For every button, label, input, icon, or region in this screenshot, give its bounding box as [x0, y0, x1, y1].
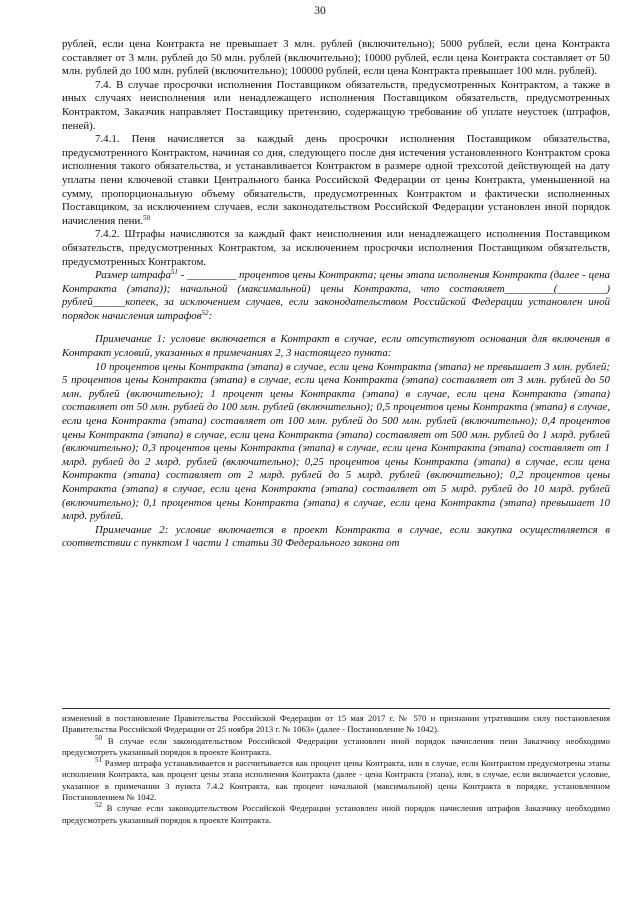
paragraph-fine-size: Размер штрафа$^{51}$ - _________ процентов цены Контракта; цены этапа исполнения Контракта (далее - цена Контракта (этапа)); начальной (максимальной) цены Контракта, что составляет_________(_________) рублей______копеек, за исключением случаев, если законодательством Российской Федерации установлен иной порядок начисления штрафов$^{52}$: — [62, 268, 610, 322]
paragraph-7-4-1: 7.4.1. Пеня начисляется за каждый день просрочки исполнения Поставщиком обязательства, предусмотренного Контрактом, начиная со дня, следующего после дня истечения установленного Контрактом срока исполнения такого обязательства, и устанавливается Контрактом в размере одной трехсотой действующей на дату уплаты пени ключевой ставки Центрального банка Российской Федерации от цены Контракта, уменьшенной на сумму, пропорциональную объему обязательств, предусмотренных Контрактом и фактически исполненных Поставщиком, за исключением случаев, если законодательством Российской Федерации установлен иной порядок начисления пени.$^{50}$ — [62, 133, 610, 227]
note-1: Примечание 1: условие включается в Контракт в случае, если отсутствуют основания для включения в Контракт условий, указанных в примечаниях 2, 3 настоящего пункта: — [62, 333, 610, 360]
note-1-percentages: 10 процентов цены Контракта (этапа) в случае, если цена Контракта (этапа) не превышает 3 млн. рублей; 5 процентов цены Контракта (этапа) в случае, если цена Контракта (этапа) составляет от 3 млн. рублей до 50 млн. рублей (включительно); 1 процент цены Контракта (этапа) в случае, если цена Контракта (этапа) составляет от 50 млн. рублей до 100 млн. рублей (включительно); 0,5 процентов цены Контракта (этапа) в случае, если цена Контракта (этапа) составляет от 100 млн. рублей до 500 млн. рублей (включительно); 0,4 процентов цены Контракта (этапа) в случае, если цена Контракта (этапа) составляет от 500 млн. рублей до 1 млрд. рублей (включительно); 0,3 процентов цены Контракта (этапа) в случае, если цена Контракта (этапа) составляет от 1 млрд. рублей до 2 млрд. рублей (включительно); 0,25 процентов цены Контракта (этапа) в случае, если цена Контракта (этапа) составляет от 2 млрд. рублей до 5 млрд. рублей (включительно); 0,2 процентов цены Контракта (этапа) в случае, если цена Контракта (этапа) составляет от 5 млрд. рублей до 10 млрд. рублей (включительно); 0,1 процентов цены Контракта (этапа) в случае, если цена Контракта (этапа) превышает 10 млрд. рублей. — [62, 360, 610, 523]
footnote-51: $^{51}$ Размер штрафа устанавливается и рассчитывается как процент цены Контракта, или в случае, если Контрактом предусмотрены этапы исполнения Контракта, как процент цены этапа исполнения Контракта (далее - цена Контракта (этапа), или, в случае, если включается условие, указанное в примечании 3 пункта 7.4.2 Контракта, как процент начальной (максимальной) цены Контракта в порядке, установленном Постановлением № 1042. — [62, 756, 610, 803]
footnote-ref-51: 51 — [170, 268, 178, 277]
footnote-continued: изменений в постановление Правительства Российской Федерации от 15 мая 2017 г. № 570 и признании утратившим силу постановления Правительства Российской Федерации от 25 ноября 2013 г. № 1063» (далее - Постановление № 1042). — [62, 713, 610, 735]
footnote-52: $^{52}$ В случае если законодательством Российской Федерации установлен иной порядок начисления штрафов Заказчику необходимо предусмотреть указанный порядок в проекте Контракта. — [62, 801, 610, 825]
note-2: Примечание 2: условие включается в проект Контракта в случае, если закупка осуществляется в соответствии с пунктом 1 части 1 статьи 30 Федерального закона от — [62, 523, 610, 550]
footnote-50: $^{50}$ В случае если законодательством Российской Федерации установлен иной порядок начисления пени Заказчику необходимо предусмотреть указанный порядок в проекте Контракта. — [62, 733, 610, 757]
footnote-ref-50: 50 — [143, 213, 151, 222]
paragraph-7-4-2: 7.4.2. Штрафы начисляются за каждый факт неисполнения или ненадлежащего исполнения Поставщиком обязательств, предусмотренных Контрактом, за исключением просрочки исполнения Поставщиком обязательств, предусмотренных Контрактом. — [62, 228, 610, 268]
paragraph-7-4: 7.4. В случае просрочки исполнения Поставщиком обязательств, предусмотренных Контрактом, а также в иных случаях неисполнения или ненадлежащего исполнения Поставщиком обязательств, предусмотренных Контрактом, Заказчик направляет Поставщику претензию, содержащую требование об уплате неустоек (штрафов, пеней). — [62, 78, 610, 132]
footnote-ref-52: 52 — [201, 308, 209, 317]
footnotes — [62, 713, 610, 826]
paragraph-fine-amounts: рублей, если цена Контракта не превышает 3 млн. рублей (включительно); 5000 рублей, если цена Контракта составляет от 3 млн. рублей до 50 млн. рублей (включительно); 10000 рублей, если цена Контракта составляет от 50 млн. рублей до 100 млн. рублей (включительно); 100000 рублей, если цена Контракта превышает 100 млн. рублей). — [62, 38, 610, 78]
footnote-separator — [62, 708, 610, 709]
page-number: 30 — [314, 5, 326, 17]
document-body — [62, 38, 610, 551]
